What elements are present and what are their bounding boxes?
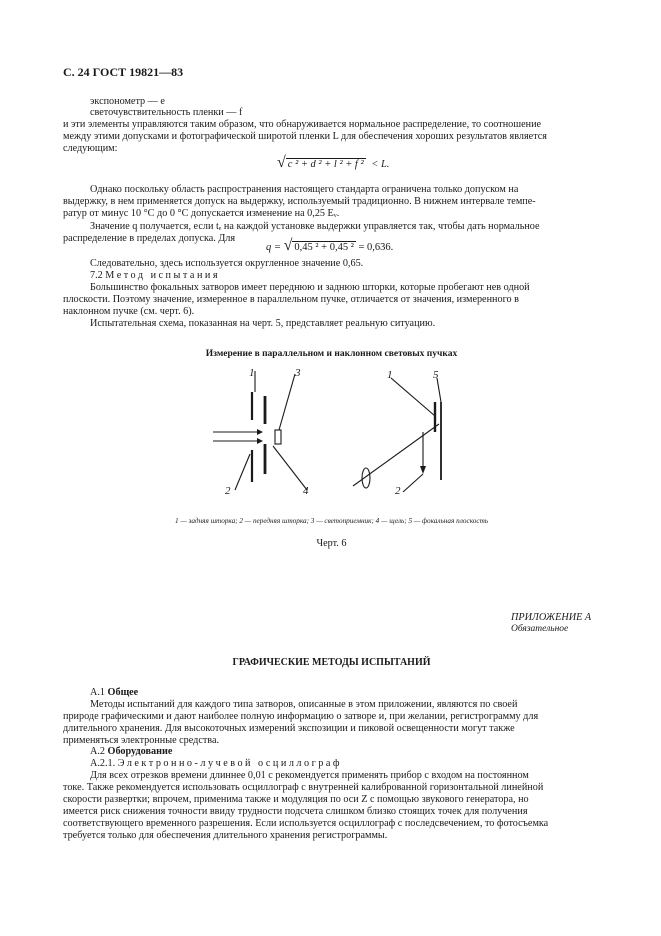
a1-heading (90, 687, 138, 699)
fig-label-right-1: 1 (387, 369, 393, 381)
a2-line: соответствующего временного разрешения. Если используется осциллограф с последсвечением, то фотосъемка (63, 818, 549, 829)
fig-label-3: 3 (295, 367, 301, 379)
a1-line: природе графическими и дают наиболее полную информацию о затворе и, при желании, регистрограмму для (63, 711, 539, 722)
fig-label-5: 5 (433, 369, 439, 381)
a2-1-title: Электронно-лучевой осциллограф (117, 758, 342, 769)
leader-3 (279, 374, 295, 430)
a1-title: Общее (107, 687, 139, 698)
a1-number: А.1 (90, 687, 105, 698)
a2-number: А.2 (90, 746, 105, 757)
para4-line: Большинство фокальных затворов имеет переднюю и заднюю шторки, которые пробегают нев одной (90, 282, 530, 293)
para2-line: выдержку, в нем применяется допуск на выдержку, используемый традиционно. В нижнем интервале темпе- (63, 196, 536, 207)
para2-line: Однако поскольку область распространения настоящего стандарта ограничена только допуском на (90, 184, 519, 195)
section-number: 7.2 (90, 270, 103, 281)
a2-line: токе. Также рекомендуется использовать осциллограф с внутренней калиброванной горизонтальной линейной (63, 782, 544, 793)
para3-line: Значение q получается, если tₑ на каждой установке выдержки управляется так, чтобы дать нормальное (90, 221, 540, 232)
a1-line: длительного хранения. Для высокоточных измерений экспозиции и пиковой освещенности могут также (63, 723, 515, 734)
a1-line: применяться электронные средства. (63, 735, 220, 746)
fig-label-1: 1 (249, 367, 255, 379)
fig-label-2: 2 (225, 485, 231, 497)
a2-title: Оборудование (107, 746, 173, 757)
formula-q-lhs: q = (266, 242, 281, 253)
para3-line: распределение в пределах допуска. Для (63, 233, 236, 244)
figure-diagram (195, 362, 465, 502)
appendix-label: ПРИЛОЖЕНИЕ А (511, 612, 592, 623)
appendix-status: Обязательное (511, 624, 569, 634)
formula-sqrt-body: c ² + d ² + l ² + f ² (287, 159, 364, 170)
a2-line: имеется риск снижения точности ввиду трудности подсчета слишком близко стоящих точек для получения (63, 806, 528, 817)
intro-para-line: и эти элементы управляются таким образом, что обнаруживается нормальное распределение, то соотношение (63, 119, 542, 130)
a2-line: требуется только для обеспечения длительного хранения регистрограммы. (63, 830, 388, 841)
para4-line: наклонном пучке (см. черт. 6). (63, 306, 195, 317)
leader-5 (437, 378, 441, 402)
leader-4 (273, 446, 307, 490)
a2-1-number: А.2.1. (90, 758, 116, 769)
intro-para-line: между этими допусками и фотографической широтой пленки L для обеспечения хороших результатов является (63, 131, 547, 142)
page-header: С. 24 ГОСТ 19821—83 (63, 65, 184, 79)
leader-right-1 (391, 378, 435, 416)
formula-rhs: < L. (371, 159, 390, 170)
leader-2 (235, 454, 250, 490)
intro-line-film-sensitivity: светочувствительность пленки — f (90, 107, 243, 118)
a1-line: Методы испытаний для каждого типа затворов, описанные в этом приложении, являются по своей (90, 699, 518, 710)
para2-line: ратур от минус 10 °С до 0 °С допускается изменение на 0,25 Eᵥ. (63, 208, 340, 219)
formula-q: q = √ 0,45 ² + 0,45 ² = 0,636. (266, 237, 394, 254)
para4-line: Испытательная схема, показанная на черт. 5, представляет реальную ситуацию. (90, 318, 436, 329)
oblique-ray (353, 424, 439, 486)
figure-legend: 1 — задняя шторка; 2 — передняя шторка; 3 — светоприемник; 4 — щель; 5 — фокальная плоскость (174, 517, 489, 525)
a2-line: Для всех отрезков времени длиннее 0,01 с рекомендуется применять прибор с входом на постоянном (90, 770, 529, 781)
para4-line: Следовательно, здесь используется округленное значение 0,65. (90, 258, 364, 269)
leader-right-2 (403, 474, 423, 492)
section-title: Метод испытания (105, 270, 221, 281)
appendix-title: ГРАФИЧЕСКИЕ МЕТОДЫ ИСПЫТАНИЙ (232, 657, 431, 668)
fig-label-right-2: 2 (395, 485, 401, 497)
a2-1-heading (90, 758, 342, 770)
fig-label-4: 4 (303, 485, 309, 497)
a2-line: скорости развертки; впрочем, применима также и модуляция по оси Z с помощью звукового генератора, но (63, 794, 529, 805)
formula-q-sqrt-body: 0,45 ² + 0,45 ² (294, 242, 354, 253)
para4-line: плоскости. Поэтому значение, измеренное в параллельном пучке, отличается от значения, измеренного в (63, 294, 519, 305)
formula-tolerance: √ c ² + d ² + l ² + f ² < L. (277, 154, 390, 171)
light-receiver (275, 430, 281, 444)
intro-para-line: следующим: (63, 143, 118, 154)
section-7-2 (90, 270, 220, 282)
intro-line-exponometer: экспонометр — e (90, 96, 165, 107)
figure-title: Измерение в параллельном и наклонном световых пучках (205, 349, 458, 359)
figure-caption: Черт. 6 (316, 538, 347, 549)
a2-heading (90, 746, 172, 758)
formula-q-rhs: = 0,636. (358, 242, 394, 253)
